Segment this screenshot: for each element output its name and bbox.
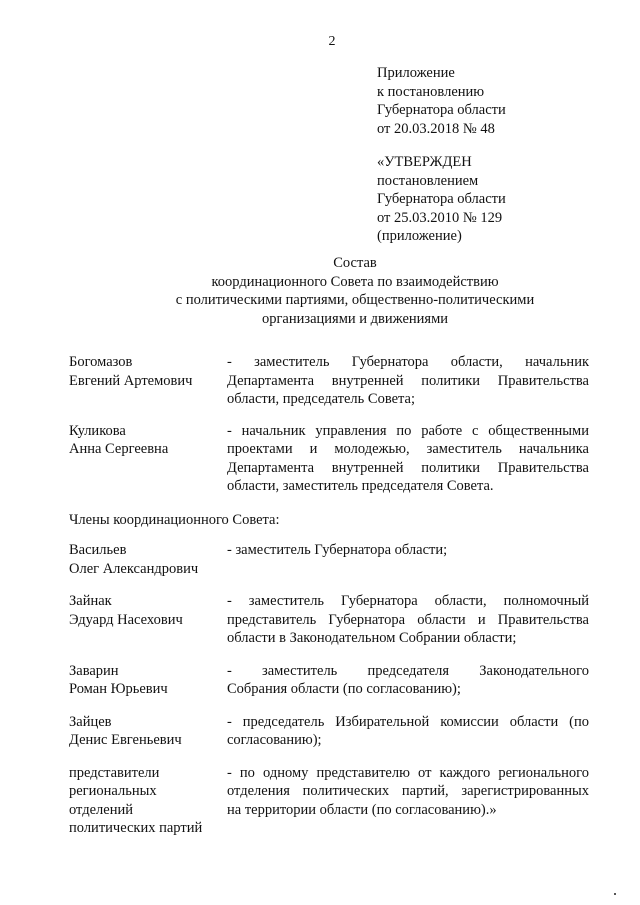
appendix-line: к постановлению xyxy=(377,83,485,100)
role-line: проектами и молодежью, заместитель начальника xyxy=(227,441,589,457)
page-number: 2 xyxy=(328,34,336,49)
member-role xyxy=(227,764,589,838)
approved-line: Губернатора области xyxy=(377,191,506,207)
member-surname: Куликова xyxy=(69,422,126,439)
member-row-party-representatives xyxy=(69,764,589,838)
member-given-name: Олег Александрович xyxy=(69,560,199,577)
member-given-name: Роман Юрьевич xyxy=(69,681,168,697)
member-role xyxy=(227,662,589,699)
document-heading xyxy=(60,254,640,328)
members-section-label: Члены координационного Совета: xyxy=(69,511,280,528)
member-name-line: политических партий xyxy=(69,820,203,836)
member-name xyxy=(69,764,227,838)
member-given-name: Анна Сергеевна xyxy=(69,441,169,457)
role-line: отделения политических партий, зарегистрированных xyxy=(227,783,589,799)
role-line: Департамента внутренней политики Правительства xyxy=(227,459,589,476)
member-role xyxy=(227,422,589,496)
member-name xyxy=(69,353,227,409)
approved-line: от 25.03.2010 № 129 xyxy=(377,209,503,226)
member-name xyxy=(69,662,227,699)
member-surname: Зайнак xyxy=(69,593,112,609)
role-line: представитель Губернатора области и Правительства xyxy=(227,611,589,628)
heading-line: Состав xyxy=(333,255,377,271)
member-surname: Зайцев xyxy=(69,713,112,730)
member-given-name: Евгений Артемович xyxy=(69,372,193,389)
role-line: - заместитель председателя Законодательного xyxy=(227,662,589,679)
role-line: - заместитель Губернатора области, полномочный xyxy=(227,593,589,609)
appendix-line: Губернатора области xyxy=(377,102,506,118)
role-line: области, заместитель председателя Совета. xyxy=(227,478,494,494)
member-role xyxy=(227,713,589,750)
member-row xyxy=(69,592,589,648)
heading-line: организациями и движениями xyxy=(261,310,449,327)
member-role xyxy=(227,353,589,409)
approved-line: постановлением xyxy=(377,172,479,189)
role-line: Собрания области (по согласованию); xyxy=(227,681,461,697)
member-row-chair xyxy=(69,353,589,409)
member-name-line: представители xyxy=(69,764,160,781)
role-line: согласованию); xyxy=(227,732,322,748)
role-line: области в Законодательном Собрании области; xyxy=(227,630,517,646)
approved-line: «УТВЕРЖДЕН xyxy=(377,154,472,170)
role-line: области, председатель Совета; xyxy=(227,391,415,407)
member-row-deputy-chair xyxy=(69,422,589,496)
member-row xyxy=(69,713,589,750)
member-surname: Заварин xyxy=(69,662,119,679)
approved-line: (приложение) xyxy=(377,228,462,244)
role-line: - председатель Избирательной комиссии области (по xyxy=(227,713,589,730)
heading-line: координационного Совета по взаимодействию xyxy=(211,273,499,290)
member-given-name: Денис Евгеньевич xyxy=(69,732,182,748)
role-line: - заместитель Губернатора области; xyxy=(227,542,448,558)
member-surname: Васильев xyxy=(69,542,127,558)
heading-line: с политическими партиями, общественно-политическими xyxy=(175,292,535,308)
scan-dot xyxy=(614,893,616,895)
role-line: - по одному представителю от каждого регионального xyxy=(227,764,589,781)
approved-block xyxy=(377,153,506,246)
appendix-line: Приложение xyxy=(377,65,455,81)
member-surname: Богомазов xyxy=(69,354,133,370)
member-role xyxy=(227,592,589,648)
member-role xyxy=(227,541,589,578)
member-name-line: отделений xyxy=(69,801,133,818)
appendix-line: от 20.03.2018 № 48 xyxy=(377,120,495,137)
member-given-name: Эдуард Насехович xyxy=(69,611,183,628)
member-row xyxy=(69,541,589,578)
member-name xyxy=(69,541,227,578)
role-line: на территории области (по согласованию).» xyxy=(227,801,497,818)
role-line: Департамента внутренней политики Правительства xyxy=(227,372,589,389)
appendix-block xyxy=(377,64,506,138)
member-row xyxy=(69,662,589,699)
member-name-line: региональных xyxy=(69,783,157,799)
member-name xyxy=(69,422,227,496)
council-composition xyxy=(69,353,589,838)
role-line: - заместитель Губернатора области, начальник xyxy=(227,354,589,370)
member-name xyxy=(69,592,227,648)
member-name xyxy=(69,713,227,750)
role-line: - начальник управления по работе с общественными xyxy=(227,422,589,439)
